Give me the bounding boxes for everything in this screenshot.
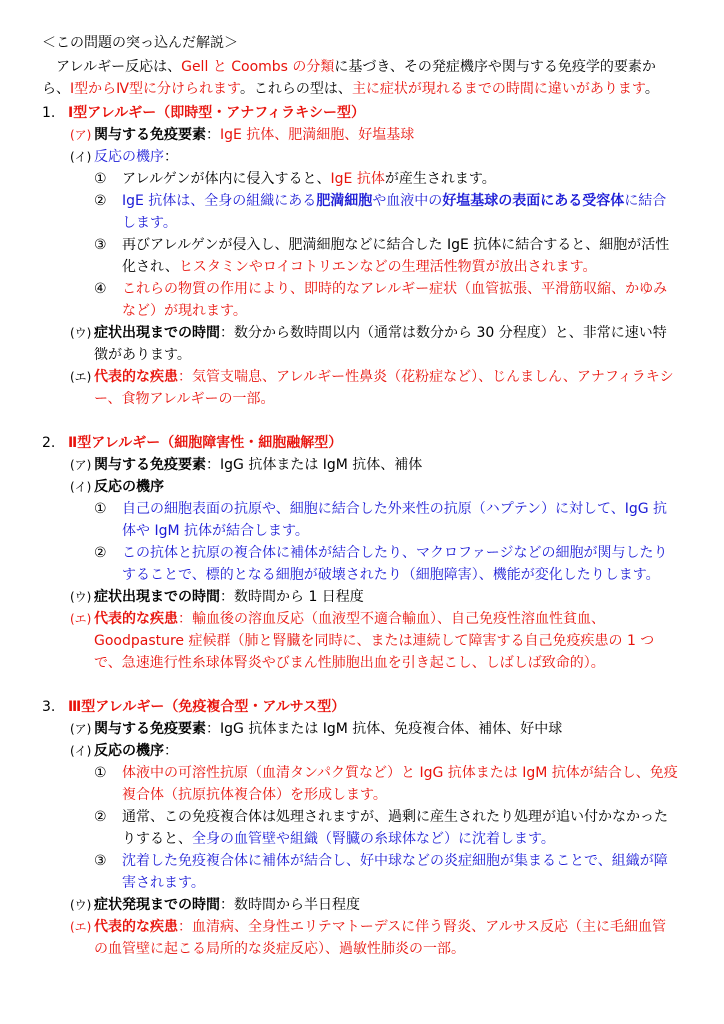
mechanism-step [42,806,680,850]
text-run: IgE 抗体、肥満細胞、好塩基球 [220,127,415,143]
section [42,102,680,410]
text-run: ヒスタミンやロイコトリエンなどの生理活性物質が放出されます。 [178,259,597,275]
sub-item-marker: (エ) [70,370,92,384]
text-run: この抗体と抗原の複合体に補体が結合したり、マクロファージなどの細胞が関与したりすることで、標的となる細胞が破壊されたり（細胞障害）、機能が変化したりします。 [122,545,668,583]
sub-item-marker: (ア) [70,458,92,472]
text-run: や血液中の [372,193,443,209]
text-run: 肥満細胞 [316,193,373,209]
text-run: 体液中の可溶性抗原（血清タンパク質など）と IgG 抗体または IgM 抗体が結合し、免疫複合体（抗原抗体複合体）を形成します。 [122,765,678,803]
sub-item [42,586,680,608]
mechanism-step [42,762,680,806]
section-title-text: Ⅲ型アレルギー（免疫複合型・アルサス型） [68,699,346,715]
mechanism-step [42,168,680,190]
text-run: IgE 抗体 [330,171,385,187]
sub-item [42,322,680,366]
sub-item-marker: (イ) [70,480,92,494]
sub-item-marker: (エ) [70,920,92,934]
step-number: ② [94,193,107,209]
text-run: Gell と Coombs の分類 [181,59,335,75]
section-title [42,102,680,124]
step-number: ② [94,545,107,561]
text-run: ：IgG 抗体または IgM 抗体、免疫複合体、補体、好中球 [206,721,563,737]
sub-item [42,124,680,146]
intro-paragraph [42,56,680,100]
sub-item [42,740,680,762]
mechanism-step [42,498,680,542]
text-run: 全身の血管壁や組織（腎臓の糸球体など）に沈着します。 [192,831,555,847]
step-number: ④ [94,281,107,297]
text-run: に結合します。 [122,193,667,231]
sub-item [42,916,680,960]
section-number: 3. [42,699,56,715]
sub-item-marker: (ア) [70,722,92,736]
section-title [42,432,680,454]
mechanism-step [42,278,680,322]
section [42,432,680,674]
text-run: ： [206,127,220,143]
text-run: 好塩基球の表面にある受容体 [442,193,625,209]
text-run: 反応の機序 [94,479,164,495]
mechanism-step [42,542,680,586]
page-heading: ＜この問題の突っ込んだ解説＞ [42,35,238,51]
text-run: 主に症状が現れるまでの時間に違いがあります [351,81,645,97]
text-run: 関与する免疫要素 [94,721,206,737]
text-run: アレルゲンが体内に侵入すると、 [122,171,331,187]
sub-item-marker: (エ) [70,612,92,626]
sub-item [42,476,680,498]
text-run: 関与する免疫要素 [94,457,206,473]
step-number: ① [94,765,107,781]
text-run: ：血清病、全身性エリテマトーデスに伴う腎炎、アルサス反応（主に毛細血管の血管壁に起こる局所的な炎症反応）、過敏性肺炎の一部。 [94,919,667,957]
text-run: IgE 抗体は、全身の組織にある [122,193,317,209]
mechanism-step [42,234,680,278]
text-run: 。 [644,81,659,97]
sub-item [42,366,680,410]
text-run: ：気管支喘息、アレルギー性鼻炎（花粉症など）、じんましん、アナフィラキシー、食物アレルギーの一部。 [94,369,674,407]
sub-item [42,146,680,168]
sub-item [42,608,680,674]
text-run: 症状出現までの時間 [94,325,220,341]
text-run: 自己の細胞表面の抗原や、細胞に結合した外来性の抗原（ハプテン）に対して、IgG 抗体や IgM 抗体が結合します。 [122,501,668,539]
text-run: ： [164,743,178,759]
text-run: 代表的な疾患 [94,919,178,935]
text-run: 。これらの型は、 [239,81,352,97]
mechanism-step [42,850,680,894]
text-run: ：数分から数時間以内（通常は数分から 30 分程度）と、非常に速い特徴があります。 [94,325,667,363]
section-title-text: Ⅰ型アレルギー（即時型・アナフィラキシー型） [68,105,366,121]
mechanism-step [42,190,680,234]
step-number: ③ [94,853,107,869]
section-number: 1. [42,105,56,121]
text-run: 代表的な疾患 [94,369,178,385]
text-run: ： [164,149,178,165]
text-run: 反応の機序 [94,149,164,165]
step-number: ③ [94,237,107,253]
section-title [42,696,680,718]
text-run: Ⅰ型からⅣ型に分けられます [70,81,240,97]
sub-item-marker: (イ) [70,150,92,164]
text-run: ：輸血後の溶血反応（血液型不適合輸血）、自己免疫性溶血性貧血、Goodpasture 症候群（肺と腎臓を同時に、または連続して障害する自己免疫疾患の 1 つで、急速進行性糸球体腎炎やびまん性肺胞出血を引き起こし、しばしば致命的）。 [94,611,655,671]
section-number: 2. [42,435,56,451]
text-run: ：IgG 抗体または IgM 抗体、補体 [206,457,423,473]
text-run: アレルギー反応は、 [56,59,182,75]
text-run: 再びアレルゲンが侵入し、肥満細胞などに結合した IgE 抗体に結合すると、細胞が活性化され、 [122,237,670,275]
sub-item [42,454,680,476]
text-run: 沈着した免疫複合体に補体が結合し、好中球などの炎症細胞が集まることで、組織が障害されます。 [122,853,668,891]
text-run: 症状出現までの時間 [94,589,220,605]
sub-item-marker: (ア) [70,128,92,142]
sub-item [42,894,680,916]
step-number: ② [94,809,107,825]
step-number: ① [94,501,107,517]
text-run: 関与する免疫要素 [94,127,206,143]
text-run: ：数時間から半日程度 [220,897,360,913]
text-run: 症状発現までの時間 [94,897,220,913]
sub-item-marker: (ウ) [70,898,92,912]
text-run: ：数時間から 1 日程度 [220,589,364,605]
sub-item [42,718,680,740]
text-run: 代表的な疾患 [94,611,178,627]
sections-container [42,102,680,960]
sub-item-marker: (ウ) [70,590,92,604]
text-run: に基づき、その発症機序や関与する免疫学的要素から、 [42,59,656,97]
text-run: が産生されます。 [384,171,496,187]
section-title-text: Ⅱ型アレルギー（細胞障害性・細胞融解型） [68,435,343,451]
sub-item-marker: (イ) [70,744,92,758]
step-number: ① [94,171,107,187]
section [42,696,680,960]
text-run: 通常、この免疫複合体は処理されますが、過剰に産生されたり処理が追い付かなかったりすると、 [122,809,668,847]
text-run: これらの物質の作用により、即時的なアレルギー症状（血管拡張、平滑筋収縮、かゆみなど）が現れます。 [122,281,668,319]
text-run: 反応の機序 [94,743,164,759]
sub-item-marker: (ウ) [70,326,92,340]
